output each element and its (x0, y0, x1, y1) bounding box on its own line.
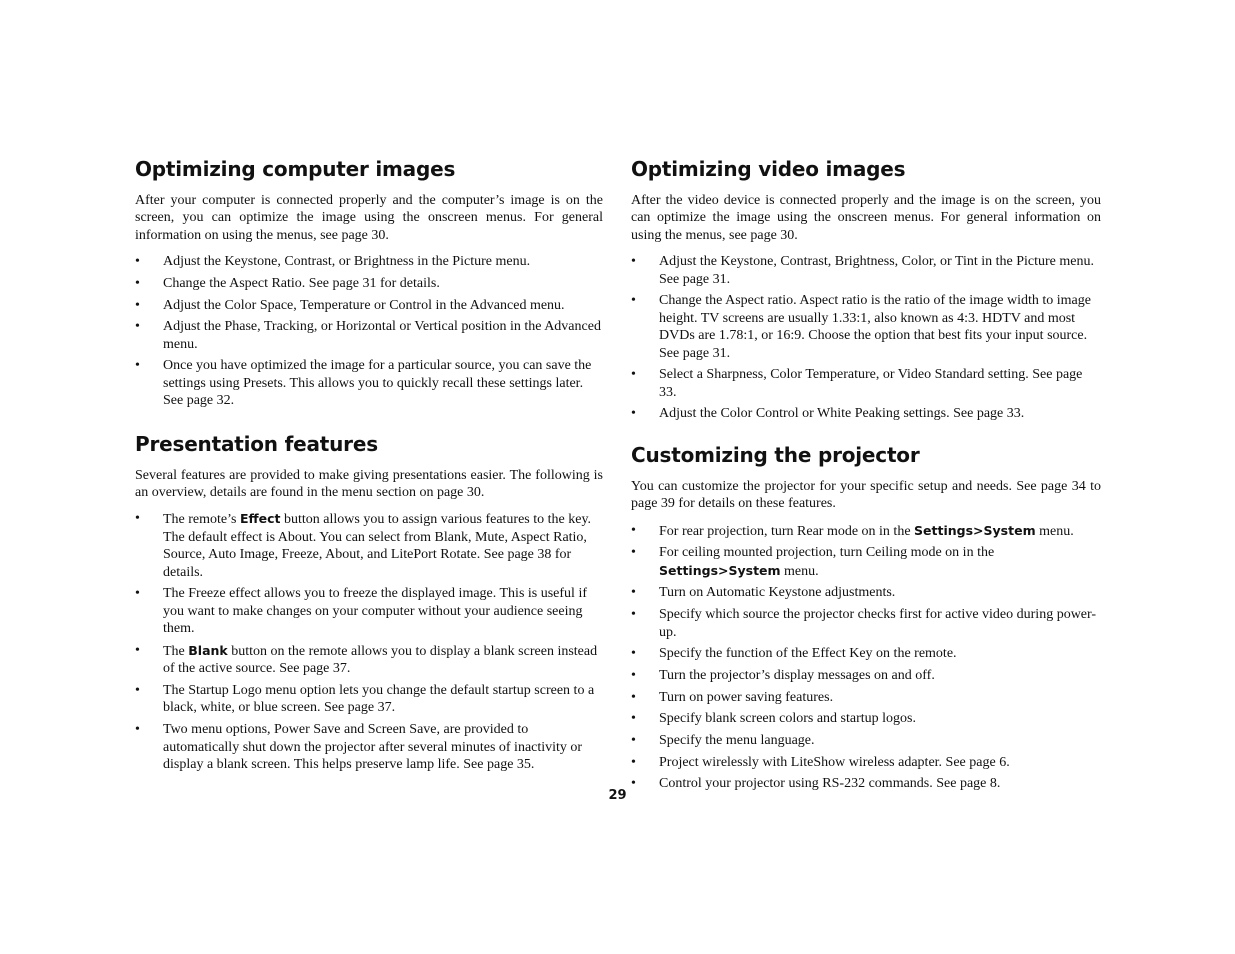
list-item: • Once you have optimized the image for a particular source, you can save the settings using Presets. This allows you to quickly recall these settings later. See page 32. (135, 358, 592, 409)
section-heading: Optimizing computer images (135, 157, 456, 181)
section-optimizing-video-images (631, 155, 1101, 423)
bullet: • (631, 667, 636, 683)
bullet: • (631, 585, 636, 601)
list-item: • The remote’s Effect button allows you to assign various features to the key. The default effect is About. You can select from Blank, Mute, Aspect Ratio, Source, Auto Image, Freeze, About, and LitePort Rotate. See page 38 for details. (135, 511, 592, 580)
bullet: • (631, 406, 636, 422)
left-column (135, 155, 603, 778)
bullet: • (631, 646, 636, 662)
list-item: • The Startup Logo menu option lets you change the default startup screen to a black, white, or blue screen. See page 37. (135, 683, 595, 716)
settings-system-menu-name: Settings>System (659, 562, 781, 578)
section-intro: Several features are provided to make giving presentations easier. The following is an overview, details are found in the menu section on page 30. (135, 467, 603, 501)
right-column (631, 155, 1101, 797)
bullet: • (135, 254, 140, 270)
section-intro: After the video device is connected properly and the image is on the screen, you can optimize the image using the onscreen menus. For general information on using the menus, see page 30. (631, 193, 1101, 243)
bullet: • (631, 776, 636, 792)
list-item: • Specify blank screen colors and startup logos. (631, 711, 916, 727)
page-number: 29 (608, 788, 627, 803)
list-item: • The Blank button on the remote allows you to display a blank screen instead of the active source. See page 37. (135, 642, 598, 677)
bullet: • (135, 642, 140, 658)
bullet: • (631, 689, 636, 705)
list-item: • Adjust the Color Control or White Peaking settings. See page 33. (631, 406, 1025, 422)
settings-system-menu-name: Settings>System (914, 522, 1036, 538)
section-optimizing-computer-images (135, 155, 603, 410)
list-item: • The Freeze effect allows you to freeze the displayed image. This is useful if you want to make changes on your computer without your audience seeing them. (135, 586, 587, 637)
list-item: • For ceiling mounted projection, turn Ceiling mode on in the Settings>System menu. (631, 545, 995, 579)
bullet: • (631, 545, 636, 561)
bullet: • (631, 522, 636, 538)
list-item: • Specify which source the projector checks first for active video during power-up. (631, 607, 1097, 640)
section-intro: After your computer is connected properly and the computer’s image is on the screen, you can optimize the image using the onscreen menus. For general information on using the menus, see page 30. (135, 193, 603, 243)
list-item: • Change the Aspect Ratio. See page 31 for details. (135, 275, 440, 291)
list-item: • Specify the function of the Effect Key on the remote. (631, 646, 957, 662)
list-item: • For rear projection, turn Rear mode on in the Settings>System menu. (631, 522, 1074, 539)
bullet: • (135, 586, 140, 602)
list-item: • Specify the menu language. (631, 733, 815, 749)
list-item: • Adjust the Color Space, Temperature or Control in the Advanced menu. (135, 297, 565, 313)
list-item: • Project wirelessly with LiteShow wireless adapter. See page 6. (631, 754, 1010, 770)
bullet: • (135, 511, 140, 527)
bullet: • (135, 297, 140, 313)
bullet: • (135, 275, 140, 291)
list-item: • Select a Sharpness, Color Temperature, or Video Standard setting. See page 33. (631, 367, 1083, 400)
list-item: • Two menu options, Power Save and Screen Save, are provided to automatically shut down the projector after several minutes of inactivity or display a blank screen. This helps preserve lamp life. See page 35. (135, 722, 583, 772)
bullet: • (631, 607, 636, 623)
bullet-list (631, 522, 1101, 793)
list-item: • Adjust the Keystone, Contrast, or Brightness in the Picture menu. (135, 254, 531, 270)
bullet: • (631, 733, 636, 749)
section-heading: Customizing the projector (631, 442, 920, 467)
bullet: • (631, 754, 636, 770)
section-heading: Optimizing video images (631, 157, 906, 181)
section-intro: You can customize the projector for your specific setup and needs. See page 34 to page 39 for details on these features. (631, 478, 1101, 512)
list-item: • Turn on Automatic Keystone adjustments. (631, 585, 896, 601)
list-item: • Turn the projector’s display messages on and off. (631, 667, 935, 683)
effect-button-name: Effect (239, 511, 281, 527)
list-item: • Control your projector using RS-232 commands. See page 8. (631, 776, 1001, 792)
bullet: • (631, 711, 636, 727)
section-customizing-the-projector (631, 441, 1101, 793)
list-item: • Turn on power saving features. (631, 689, 834, 705)
list-item: • Change the Aspect ratio. Aspect ratio is the ratio of the image width to image height. TV screens are usually 1.33:1, also known as 4:3. HDTV and most DVDs are 1.78:1, or 16:9. Choose the option that best fits your input source. See page 31. (631, 293, 1091, 361)
bullet: • (135, 319, 140, 335)
bullet: • (631, 367, 636, 383)
bullet-list (135, 510, 603, 773)
blank-button-name: Blank (188, 642, 228, 658)
bullet: • (631, 293, 636, 309)
bullet-list (631, 253, 1101, 423)
bullet: • (631, 254, 636, 270)
list-item: • Adjust the Phase, Tracking, or Horizontal or Vertical position in the Advanced menu. (135, 319, 601, 352)
list-item: • Adjust the Keystone, Contrast, Brightness, Color, or Tint in the Picture menu. See page 31. (631, 254, 1094, 287)
bullet: • (135, 683, 140, 699)
bullet: • (135, 722, 140, 738)
bullet: • (135, 358, 140, 374)
section-presentation-features (135, 430, 603, 774)
bullet-list (135, 253, 603, 409)
section-heading: Presentation features (135, 431, 378, 456)
